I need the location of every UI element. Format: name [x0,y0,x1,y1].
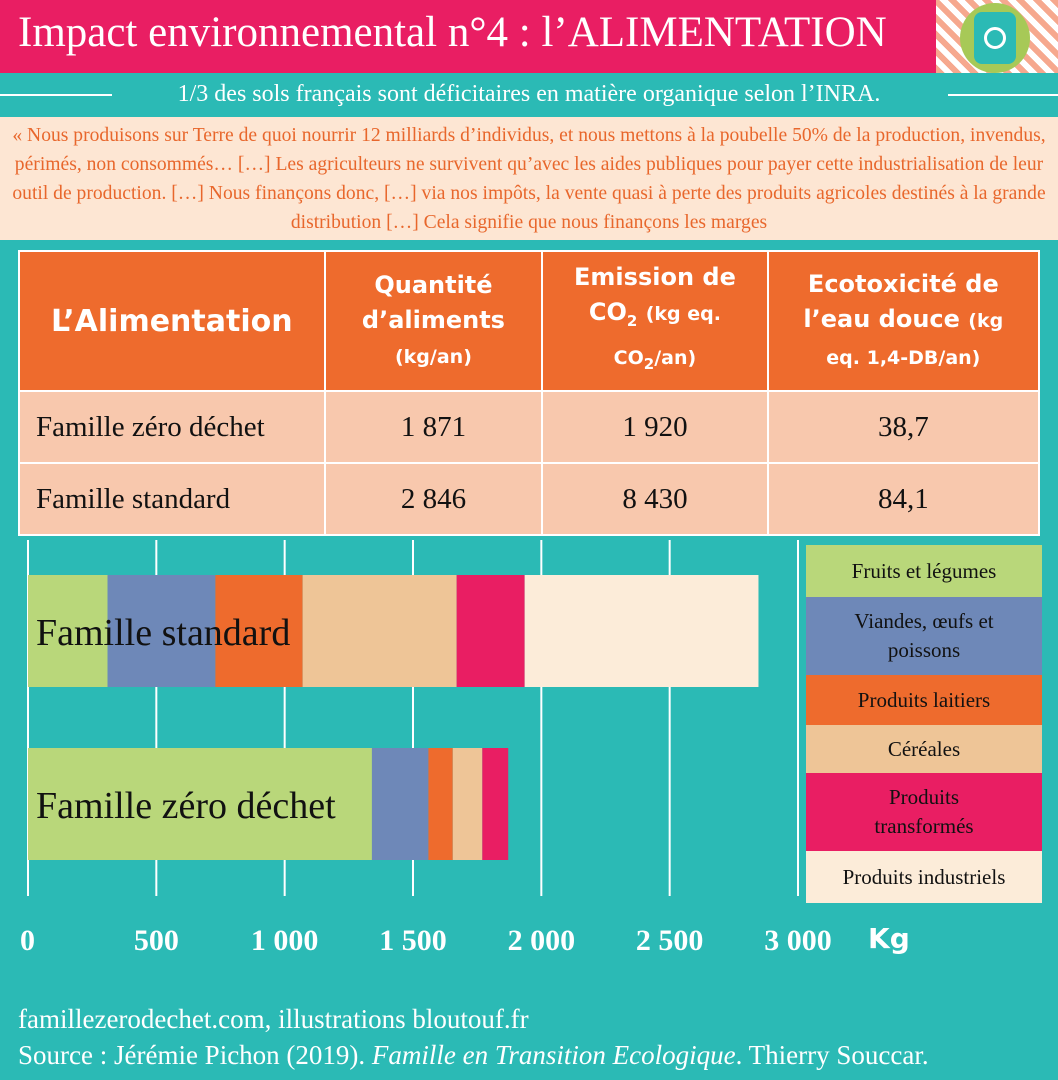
legend-text [858,686,990,715]
legend-line1: Produits industriels [842,864,1006,889]
header-ecotox-line2: l’eau douce [803,304,960,333]
tick-label-5: 2 500 [635,924,704,957]
logo-core-icon [984,27,1006,49]
header-quantity-unit: (kg/an) [394,345,472,368]
row-co2: 1 920 [542,391,767,463]
logo-badge [960,3,1030,73]
legend-line1: Fruits et légumes [851,558,997,583]
bar-segment-1-2 [428,748,452,860]
bar-segment-0-3 [303,575,457,687]
legend-text [874,783,973,841]
header-co2-co: CO [588,298,627,327]
table-row [19,463,1039,535]
x-axis-label: Kg [868,922,910,955]
washing-machine-icon [974,12,1016,64]
tick-label-0: 0 [20,924,35,957]
legend-item [806,773,1042,851]
header-quantity [325,251,543,391]
bar-segment-0-4 [457,575,525,687]
header-ecotox [768,251,1039,391]
legend-text [854,607,993,665]
header-quantity-line2: d’aliments [361,305,505,334]
footer-source-prefix: Source : Jérémie Pichon (2019). [18,1040,372,1070]
legend-text [843,863,1006,892]
header-quantity-line1: Quantité [374,270,493,299]
footer-source [18,1040,929,1071]
table-header-row [19,251,1039,391]
legend-line2: transformés [874,814,974,838]
header-ecotox-line1: Ecotoxicité de [807,269,999,298]
legend-item [806,597,1042,675]
row-label: Famille standard [19,463,325,535]
legend-text [888,735,960,764]
header-ecotox-unit2: eq. 1,4-DB/an) [826,346,981,369]
table-row [19,391,1039,463]
row-label: Famille zéro déchet [19,391,325,463]
header-co2-unit1: (kg eq. [645,303,721,326]
footer-source-title: Famille en Transition Ecologique [371,1040,736,1070]
legend-line1: Produits laitiers [857,687,991,712]
header-co2-unit2: /an) [654,347,697,369]
subtitle: 1/3 des sols français sont déficitaires en matière organique selon l’INRA. [177,81,881,107]
quote-box [0,117,1058,240]
chart-legend [806,545,1042,903]
header-co2 [542,251,767,391]
legend-line1: Produits [888,785,959,809]
header-label: L’Alimentation [19,251,325,391]
page-title: Impact environnemental n°4 : l’ALIMENTATION [18,9,887,56]
header-ecotox-unit1: (kg [968,309,1004,332]
row-quantity: 1 871 [325,391,543,463]
row-ecotox: 38,7 [768,391,1039,463]
legend-text [852,557,997,586]
bar-segment-0-5 [525,575,759,687]
tick-label-4: 2 000 [507,924,576,957]
tick-label-3: 1 500 [379,924,447,957]
bar-segment-1-4 [482,748,508,860]
bar-segment-1-3 [453,748,483,860]
legend-line1: Viandes, œufs et [854,609,994,633]
tick-label-2: 1 000 [250,924,319,957]
bar-label-0: Famille standard [36,612,291,654]
legend-line2: poissons [887,638,961,662]
tick-label-1: 500 [133,924,179,957]
subtitle-band [0,73,1058,117]
header-co2-unit-sub: 2 [643,354,655,373]
legend-item [806,725,1042,773]
row-ecotox: 84,1 [768,463,1039,535]
impact-table [18,250,1040,536]
bar-label-1: Famille zéro déchet [36,785,336,827]
title-band [0,0,936,73]
legend-item [806,545,1042,597]
legend-item [806,675,1042,725]
header-co2-unit-co: CO [613,347,644,369]
legend-line1: Céréales [887,736,961,761]
footer-source-suffix: . Thierry Souccar. [735,1040,929,1070]
header-co2-sub: 2 [626,312,638,330]
bar-segment-1-1 [372,748,428,860]
footer-credit: famillezerodechet.com, illustrations bloutouf.fr [18,1004,529,1034]
row-co2: 8 430 [542,463,767,535]
row-quantity: 2 846 [325,463,543,535]
quote-text: « Nous produisons sur Terre de quoi nourrir 12 milliards d’individus, et nous mettons à la poubelle 50% de la production, invendus, périmés, non consommés… […] Les agriculteurs ne survivent qu’avec les aides publiques pour payer cette industrialisation de leur outil de production. […] Nous finançons donc, […] via nos impôts, la vente quasi à perte des produits agricoles destinés à la grande distribution […] Cela signifie que nous finançons les marges [12,125,1046,233]
header-co2-line1: Emission de [574,263,736,292]
tick-label-6: 3 000 [764,924,832,957]
impact-table-wrapper [18,250,1040,536]
legend-item [806,851,1042,903]
